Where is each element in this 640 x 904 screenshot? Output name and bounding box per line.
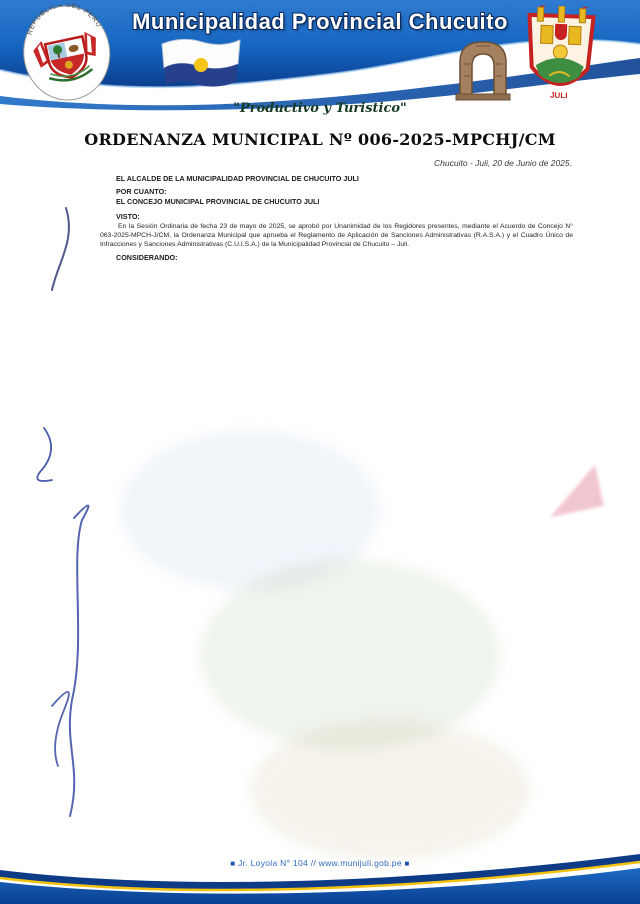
heading-alcalde: EL ALCALDE DE LA MUNICIPALIDAD PROVINCIAL DE CHUCUITO JULI bbox=[116, 174, 359, 183]
considerando-label: CONSIDERANDO: bbox=[116, 253, 178, 263]
visto-paragraph: En la Sesión Ordinaria de fecha 23 de mayo de 2025, se aprobó por Unanimidad de los Regidores presentes, mediante el Acuerdo de Concejo N° 063-2025-MPCH-J/CM, la Ordenanza Municipal que aprueba el Reglamento de Aplicación de Sanciones Administrativas (R.A.S.A.) y el Cuadro Único de Infracciones y Sanciones Administrativas (C.U.I.S.A.) de la Municipalidad Provincial de Chucuito – Juli. bbox=[100, 223, 573, 249]
background-watermark bbox=[120, 430, 380, 590]
visto-label: VISTO: bbox=[116, 212, 140, 221]
document-title: ORDENANZA MUNICIPAL Nº 006-2025-MPCHJ/CM bbox=[84, 130, 556, 149]
dateline: Chucuito - Juli, 20 de Junio de 2025. bbox=[434, 158, 572, 168]
background-watermark bbox=[541, 465, 604, 518]
footer-address-text: Jr. Loyola N° 104 // www.munijuli.gob.pe bbox=[238, 858, 402, 868]
signature-stroke bbox=[70, 505, 89, 816]
heading-por-cuanto: POR CUANTO: bbox=[116, 187, 167, 196]
juli-crest-icon bbox=[514, 4, 606, 114]
document-body bbox=[100, 174, 573, 263]
background-watermark bbox=[250, 720, 530, 860]
svg-text:REPUBLICA DEL PERU: REPUBLICA DEL PERU bbox=[26, 1, 103, 36]
crest-label: JULI bbox=[549, 90, 568, 101]
footer-bullet-icon: ■ bbox=[230, 859, 236, 868]
footer-bullet-icon: ■ bbox=[404, 859, 410, 868]
background-watermark bbox=[200, 560, 500, 750]
peru-coat-of-arms-icon bbox=[17, 0, 117, 111]
signature-stroke bbox=[52, 208, 69, 290]
tagline: "Productivo y Turistico" bbox=[233, 101, 407, 116]
heading-concejo: EL CONCEJO MUNICIPAL PROVINCIAL DE CHUCUITO JULI bbox=[116, 197, 320, 206]
peru-flag-icon bbox=[160, 38, 242, 95]
arch-monument-icon bbox=[452, 36, 514, 107]
signature-stroke bbox=[37, 428, 52, 481]
footer-band bbox=[0, 852, 640, 904]
signature-stroke bbox=[52, 692, 69, 766]
header-title: Municipalidad Provincial Chucuito bbox=[132, 9, 508, 34]
